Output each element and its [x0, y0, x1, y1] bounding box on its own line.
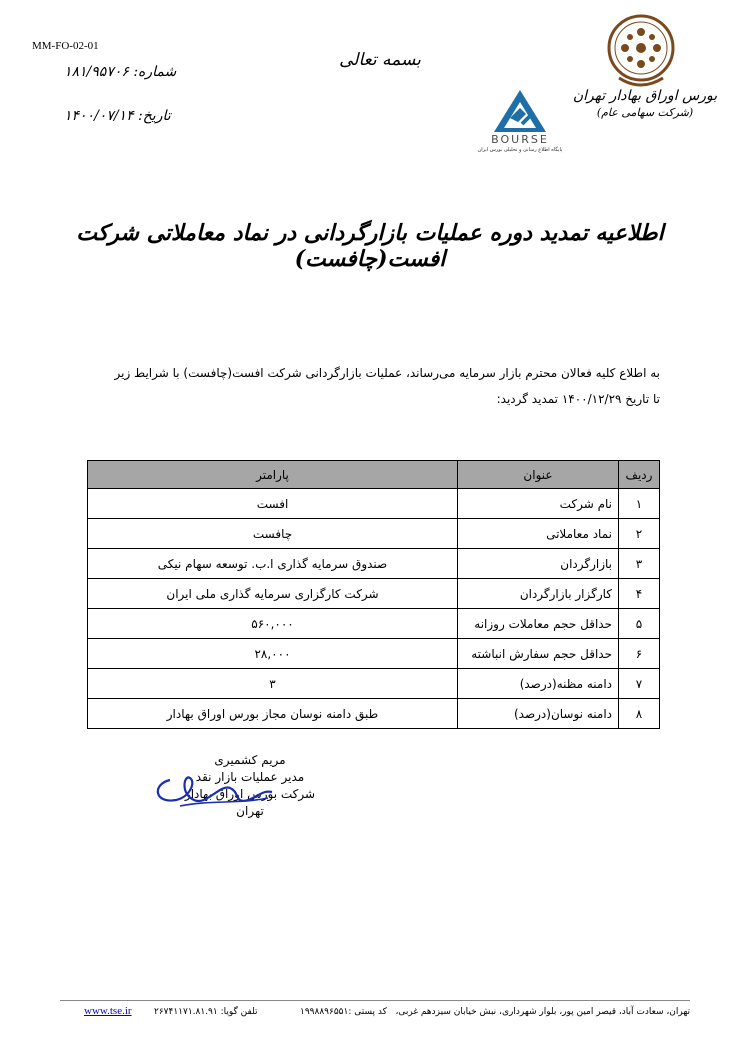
table-row — [88, 609, 660, 639]
table-row — [88, 549, 660, 579]
market-making-table — [87, 460, 660, 729]
table-header-row — [88, 461, 660, 489]
tse-name-main: بورس اوراق بهادار تهران — [572, 88, 718, 104]
phone-number: تلفن گویا: ۲۶۷۴۱۱۷۱.۸۱.۹۱ — [154, 1007, 258, 1017]
row-param: ۳ — [88, 669, 458, 699]
footer-divider — [60, 1000, 690, 1001]
table-row — [88, 519, 660, 549]
table-row — [88, 699, 660, 729]
row-param: ۲۸,۰۰۰ — [88, 639, 458, 669]
table-row — [88, 639, 660, 669]
tse-name — [560, 88, 730, 119]
row-title: حداقل حجم معاملات روزانه — [458, 609, 619, 639]
postal-code: کد پستی :۱۹۹۸۸۹۶۵۵۱ — [300, 1007, 387, 1017]
row-param: افست — [88, 489, 458, 519]
announcement-title: اطلاعیه تمدید دوره عملیات بازارگردانی در نماد معاملاتی شرکت افست(چافست) — [76, 220, 664, 272]
row-title: دامنه نوسان(درصد) — [458, 699, 619, 729]
row-title: کارگزار بازارگردان — [458, 579, 619, 609]
row-index: ۲ — [619, 519, 660, 549]
signatory-role: مدیر عملیات بازار نقد — [195, 770, 305, 784]
bismillah-heading: بسمه تعالی — [339, 50, 421, 70]
row-param: چافست — [88, 519, 458, 549]
row-index: ۵ — [619, 609, 660, 639]
signatory-org: شرکت بورس اوراق بهادار تهران — [184, 787, 316, 818]
table-row — [88, 669, 660, 699]
row-title: بازارگردان — [458, 549, 619, 579]
row-title: حداقل حجم سفارش انباشته — [458, 639, 619, 669]
row-index: ۱ — [619, 489, 660, 519]
document-code: MM-FO-02-01 — [32, 40, 99, 52]
announcement-paragraph — [60, 360, 660, 412]
row-index: ۸ — [619, 699, 660, 729]
website-link[interactable]: www.tse.ir — [84, 1005, 132, 1017]
paragraph-line-1: به اطلاع کلیه فعالان محترم بازار سرمایه می‌رساند، عملیات بازارگردانی شرکت افست(چافست) با شرایط زیر — [114, 366, 660, 380]
row-title: نماد معاملاتی — [458, 519, 619, 549]
signatory-name: مریم کشمیری — [214, 753, 286, 767]
handwritten-signature-icon — [150, 770, 280, 812]
address: تهران، سعادت آباد، قیصر امین پور، بلوار شهرداری، نبش خیابان سیزدهم غربی، — [395, 1007, 690, 1017]
tse-seal-logo — [605, 12, 677, 90]
tse-name-sub: (شرکت سهامی عام) — [596, 106, 694, 119]
row-index: ۷ — [619, 669, 660, 699]
row-index: ۳ — [619, 549, 660, 579]
row-param: صندوق سرمایه گذاری ا.ب. توسعه سهام نیکی — [88, 549, 458, 579]
bourse-subtitle: پایگاه اطلاع رسانی و تحلیلی بورس ایران — [477, 147, 563, 153]
row-title: دامنه مظنه(درصد) — [458, 669, 619, 699]
table-row — [88, 579, 660, 609]
table-row — [88, 489, 660, 519]
row-index: ۴ — [619, 579, 660, 609]
header-param: پارامتر — [88, 461, 458, 489]
paragraph-line-2: تا تاریخ ۱۴۰۰/۱۲/۲۹ تمدید گردید: — [496, 392, 660, 406]
bourse-wordmark: BOURSE — [491, 133, 549, 146]
row-param: ۵۶۰,۰۰۰ — [88, 609, 458, 639]
header-index: ردیف — [619, 461, 660, 489]
row-param: طبق دامنه نوسان مجاز بورس اوراق بهادار — [88, 699, 458, 729]
row-index: ۶ — [619, 639, 660, 669]
header-title: عنوان — [458, 461, 619, 489]
row-title: نام شرکت — [458, 489, 619, 519]
row-param: شرکت کارگزاری سرمایه گذاری ملی ایران — [88, 579, 458, 609]
letter-date: تاریخ: ۱۴۰۰/۰۷/۱۴ — [64, 108, 171, 124]
letter-number: شماره: ۱۸۱/۹۵۷۰۶ — [64, 64, 177, 80]
